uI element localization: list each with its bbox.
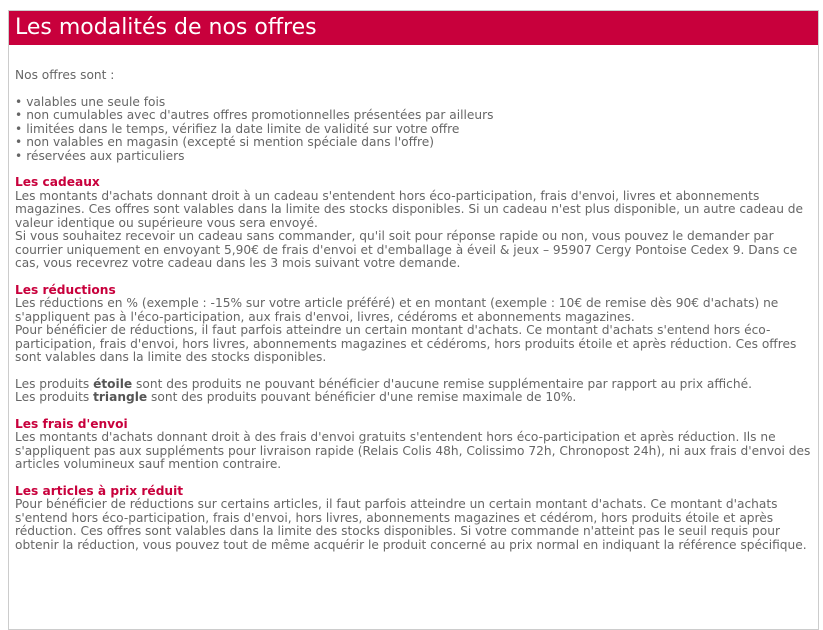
list-item: • réservées aux particuliers	[15, 148, 185, 163]
frais-paragraph-1: Les montants d'achats donnant droit à des frais d'envoi gratuits s'entendent hors éco-participation et après réduction. Ils ne s'appliquent pas aux suppléments pour livraison rapide (Relais Colis 48h, Colissimo 72h, Chronopost 24h), ni aux frais d'envoi des articles volumineux sauf mention contraire.	[15, 430, 811, 471]
bullet-icon: •	[15, 148, 23, 163]
page-title: Les modalités de nos offres	[9, 11, 818, 45]
triangle-keyword: triangle	[93, 390, 148, 404]
bullet-icon: •	[15, 135, 23, 149]
conditions-list	[15, 96, 812, 164]
section-title-cadeaux: Les cadeaux	[15, 175, 100, 189]
section-cadeaux	[15, 176, 812, 271]
list-item: • valables une seule fois	[15, 94, 166, 109]
etoile-note: Les produits étoile sont des produits ne pouvant bénéficier d'aucune remise supplémentaire par rapport au prix affiché.	[15, 376, 752, 391]
triangle-note: Les produits triangle sont des produits pouvant bénéficier d'une remise maximale de 10%.	[15, 390, 577, 404]
bullet-icon: •	[15, 94, 23, 109]
bullet-icon: •	[15, 121, 23, 136]
section-frais	[15, 418, 812, 472]
cadeaux-paragraph-2: Si vous souhaitez recevoir un cadeau sans commander, qu'il soit pour réponse rapide ou non, vous pouvez le demander par courrier uniquement en envoyant 5,90€ de frais d'envoi et d'emballage à éveil & jeux – 95907 Cergy Pontoise Cedex 9. Dans ce cas, vous recevrez votre cadeau dans les 3 mois suivant votre demande.	[15, 229, 798, 270]
section-title-prix-reduit: Les articles à prix réduit	[15, 483, 184, 498]
reductions-paragraph-1: Les réductions en % (exemple : -15% sur votre article préféré) et en montant (exemple : 10€ de remise dès 90€ d'achats) ne s'appliquent pas à l'éco-participation, aux frais d'envoi, livres, cédéroms et abonnements magazines.	[15, 296, 779, 324]
etoile-keyword: étoile	[93, 376, 133, 391]
section-prix-reduit	[15, 485, 812, 553]
intro-text: Nos offres sont :	[15, 68, 115, 82]
prix-reduit-paragraph-1: Pour bénéficier de réductions sur certains articles, il faut parfois atteindre un certain montant d'achats. Ce montant d'achats s'entend hors éco-participation, frais d'envoi, hors livres, abonnements magazines et cédérom, hors produits étoile et après réduction. Ces offres sont valables dans la limite des stocks disponibles. Si votre commande n'atteint pas le seuil requis pour obtenir la réduction, vous pouvez tout de même acquérir le produit concerné au prix normal en indiquant la référence spécifique.	[15, 497, 807, 552]
cadeaux-paragraph-1: Les montants d'achats donnant droit à un cadeau s'entendent hors éco-participation, frais d'envoi, livres et abonnements magazines. Ces offres sont valables dans la limite des stocks disponibles. Si un cadeau n'est plus disponible, un autre cadeau de valeur identique ou supérieure vous sera envoyé.	[15, 188, 804, 230]
offers-content	[9, 45, 818, 552]
list-item: • non valables en magasin (excepté si mention spéciale dans l'offre)	[15, 135, 435, 149]
section-title-reductions: Les réductions	[15, 282, 116, 297]
reductions-paragraph-2: Pour bénéficier de réductions, il faut parfois atteindre un certain montant d'achats. Ce montant d'achats s'entend hors éco-participation, frais d'envoi, hors livres, abonnements magazines et cédéroms, hors produits étoile et après réduction. Ces offres sont valables dans la limite des stocks disponibles.	[15, 323, 797, 364]
bullet-icon: •	[15, 108, 23, 122]
list-item: • non cumulables avec d'autres offres promotionnelles présentées par ailleurs	[15, 108, 494, 122]
offers-panel	[8, 10, 819, 630]
section-title-frais: Les frais d'envoi	[15, 416, 128, 431]
section-reductions	[15, 284, 812, 405]
list-item: • limitées dans le temps, vérifiez la date limite de validité sur votre offre	[15, 121, 460, 136]
